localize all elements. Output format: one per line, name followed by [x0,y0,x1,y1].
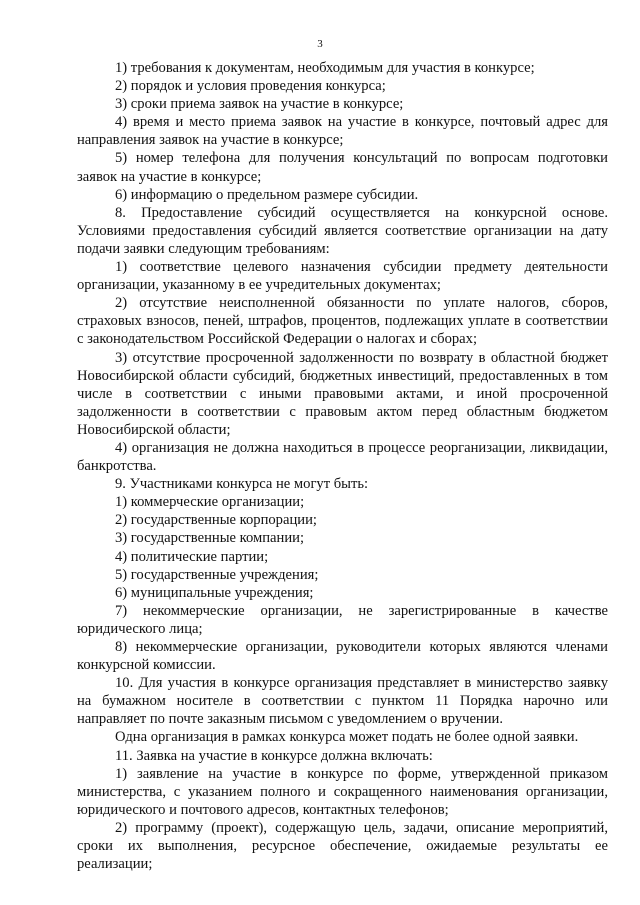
paragraph-9-1: 1) коммерческие организации; [115,494,305,511]
paragraph-requirement-documents: 1) требования к документам, необходимым для участия в конкурсе; [115,60,535,76]
paragraph-section-9: 9. Участниками конкурса не могут быть: [115,476,369,493]
paragraph-deadlines: 3) сроки приема заявок на участие в конкурсе; [115,96,404,113]
paragraph-8-4: 4) организация не должна находиться в процессе реорганизации, ликвидации, банкротства. [77,439,608,475]
paragraph-9-2: 2) государственные корпорации; [115,512,317,529]
page-number: 3 [317,38,323,50]
paragraph-time-place: 4) время и место приема заявок на участие в конкурсе, почтовый адрес для направления заявок на участие в конкурсе; [77,114,608,149]
paragraph-9-6: 6) муниципальные учреждения; [115,584,314,601]
paragraph-section-11: 11. Заявка на участие в конкурсе должна включать: [115,747,433,764]
paragraph-procedure: 2) порядок и условия проведения конкурса; [115,78,386,95]
paragraph-8-3: 3) отсутствие просроченной задолженности по возврату в областной бюджет Новосибирской области субсидий, бюджетных инвестиций, предоставленных в том числе в соответствии с иными правовыми актами, и иной просроченной задолженности в соответствии с правовым актом перед областным бюджетом Новосибирской области; [77,349,608,438]
paragraph-8-2: 2) отсутствие неисполненной обязанности по уплате налогов, сборов, страховых взносов, пеней, штрафов, процентов, подлежащих уплате в соответствии с законодательством Российской Федерации о налогах и сборах; [77,295,608,348]
document-body [77,59,608,873]
paragraph-11-1: 1) заявление на участие в конкурсе по форме, утвержденной приказом министерства, с указанием полного и сокращенного наименования организации, юридического и почтового адресов, контактных телефонов; [77,765,608,818]
paragraph-section-8: 8. Предоставление субсидий осуществляется на конкурсной основе. Условиями предоставления субсидий является соответствие организации на дату подачи заявки следующим требованиям: [77,204,608,257]
paragraph-9-3: 3) государственные компании; [115,530,305,547]
paragraph-phone: 5) номер телефона для получения консультаций по вопросам подготовки заявок на участие в конкурсе; [77,150,608,185]
paragraph-9-7: 7) некоммерческие организации, не зарегистрированные в качестве юридического лица; [77,602,608,637]
paragraph-9-8: 8) некоммерческие организации, руководители которых являются членами конкурсной комиссии. [77,639,608,674]
paragraph-11-2: 2) программу (проект), содержащую цель, задачи, описание мероприятий, сроки их выполнения, ресурсное обеспечение, ожидаемые результаты ее реализации; [77,819,608,873]
paragraph-max-subsidy: 6) информацию о предельном размере субсидии. [115,186,419,203]
paragraph-8-1: 1) соответствие целевого назначения субсидии предмету деятельности организации, указанному в ее учредительных документах; [77,259,608,294]
paragraph-one-application: Одна организация в рамках конкурса может подать не более одной заявки. [115,729,579,746]
paragraph-9-4: 4) политические партии; [115,548,269,565]
paragraph-9-5: 5) государственные учреждения; [115,566,319,583]
paragraph-section-10: 10. Для участия в конкурсе организация представляет в министерство заявку на бумажном носителе в соответствии с пунктом 11 Порядка нарочно или направляет по почте заказным письмом с уведомлением о вручении. [77,675,608,728]
